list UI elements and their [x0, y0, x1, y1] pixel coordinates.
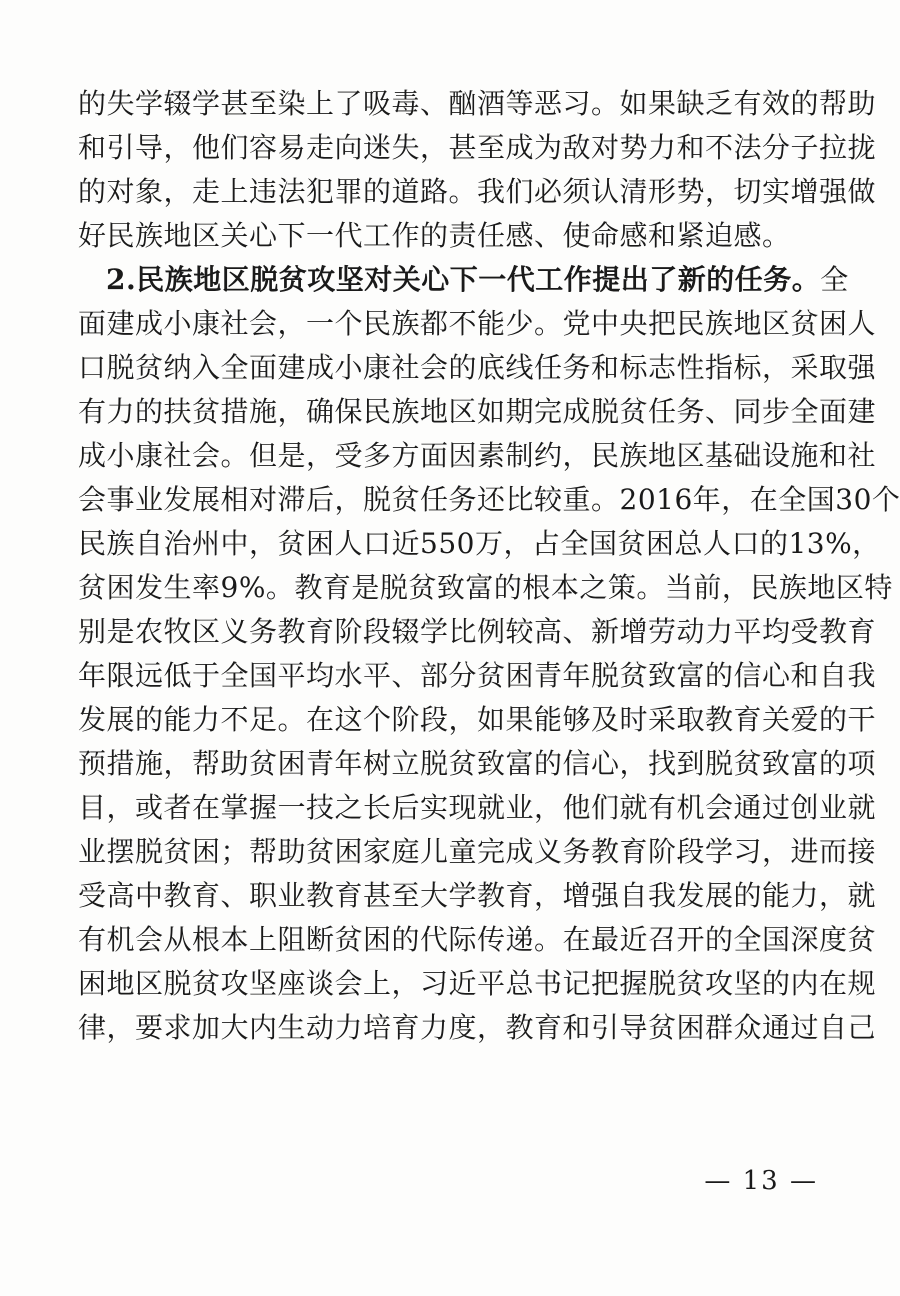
text-line: 目，或者在掌握一技之长后实现就业，他们就有机会通过创业就 [78, 791, 877, 824]
text-line: 别是农牧区义务教育阶段辍学比例较高、新增劳动力平均受教育 [78, 615, 877, 648]
section-heading: 2.民族地区脱贫攻坚对关心下一代工作提出了新的任务。 [106, 263, 821, 296]
text-line: 困地区脱贫攻坚座谈会上，习近平总书记把握脱贫攻坚的内在规 [78, 967, 877, 1000]
text-line: 民族自治州中，贫困人口近550万，占全国贫困总人口的13%， [78, 527, 881, 560]
section-heading-line [78, 258, 849, 302]
page-number: — 13 — [704, 1166, 818, 1196]
text-line: 成小康社会。但是，受多方面因素制约，民族地区基础设施和社 [78, 439, 877, 472]
text-line: 和引导，他们容易走向迷失，甚至成为敌对势力和不法分子拉拢 [78, 131, 877, 164]
text-line: 贫困发生率9%。教育是脱贫致富的根本之策。当前，民族地区特 [78, 571, 893, 604]
text-line: 业摆脱贫困；帮助贫困家庭儿童完成义务教育阶段学习，进而接 [78, 835, 877, 868]
text-line: 的失学辍学甚至染上了吸毒、酗酒等恶习。如果缺乏有效的帮助 [78, 87, 877, 120]
text-line: 口脱贫纳入全面建成小康社会的底线任务和标志性指标，采取强 [78, 351, 877, 384]
text-line: 律，要求加大内生动力培育力度，教育和引导贫困群众通过自己 [78, 1011, 877, 1044]
body-text [78, 82, 900, 1050]
text-line: 年限远低于全国平均水平、部分贫困青年脱贫致富的信心和自我 [78, 659, 877, 692]
text-line: 好民族地区关心下一代工作的责任感、使命感和紧迫感。 [78, 219, 791, 252]
text-line: 会事业发展相对滞后，脱贫任务还比较重。2016年，在全国30个 [78, 483, 900, 516]
text-line: 的对象，走上违法犯罪的道路。我们必须认清形势，切实增强做 [78, 175, 877, 208]
text-line: 预措施，帮助贫困青年树立脱贫致富的信心，找到脱贫致富的项 [78, 747, 877, 780]
section-heading-continuation: 全 [820, 263, 849, 296]
text-line: 受高中教育、职业教育甚至大学教育，增强自我发展的能力，就 [78, 879, 877, 912]
text-line: 有机会从根本上阻断贫困的代际传递。在最近召开的全国深度贫 [78, 923, 877, 956]
text-line: 有力的扶贫措施，确保民族地区如期完成脱贫任务、同步全面建 [78, 395, 877, 428]
text-line: 面建成小康社会，一个民族都不能少。党中央把民族地区贫困人 [78, 307, 877, 340]
text-line: 发展的能力不足。在这个阶段，如果能够及时采取教育关爱的干 [78, 703, 877, 736]
